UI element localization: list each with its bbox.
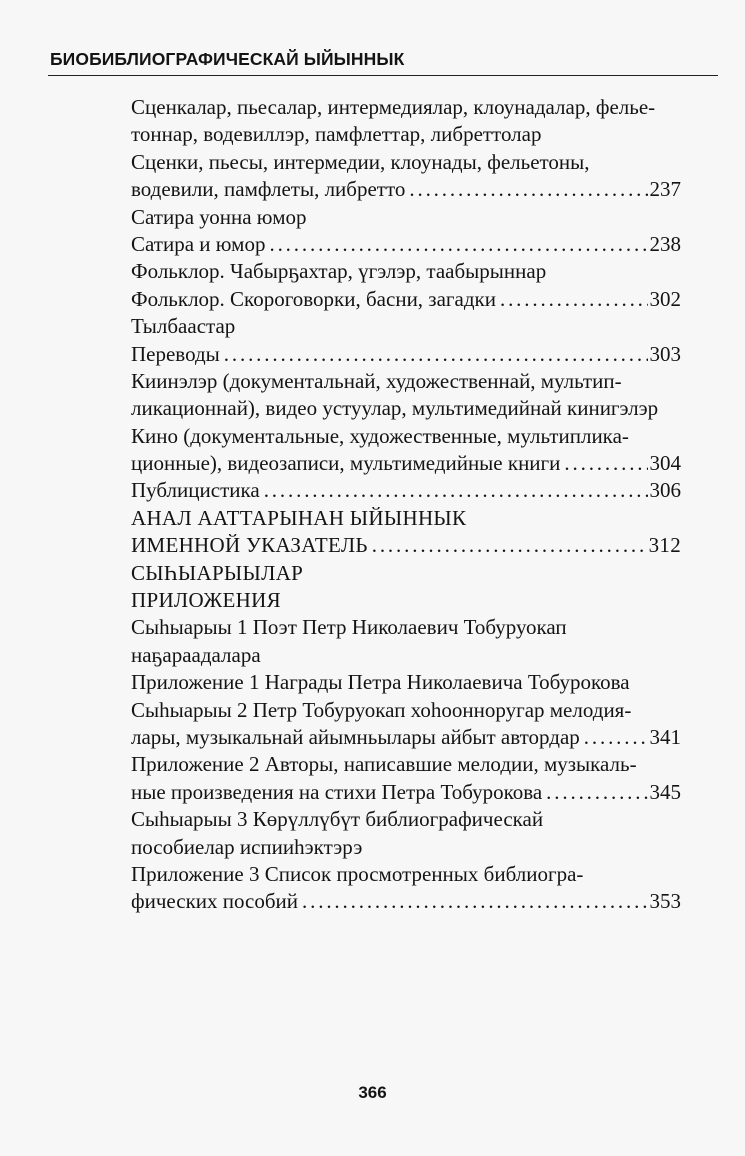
dot-leader bbox=[262, 477, 648, 504]
toc-entry-text: Кино (документальные, художественные, мультиплика- bbox=[131, 423, 629, 448]
toc-entry-text: ИМЕННОЙ УКАЗАТЕЛЬ bbox=[131, 533, 368, 558]
toc-entry-text: лары, музыкальнай айымньылары айбыт автордар bbox=[131, 724, 580, 749]
page-number: 366 bbox=[358, 1083, 387, 1102]
toc-page-number: 304 bbox=[649, 451, 681, 476]
toc-entry-text: Фольклор. Чабырҕахтар, үгэлэр, таабырыннар bbox=[131, 259, 547, 284]
toc-entry-text: ные произведения на стихи Петра Тобурокова bbox=[131, 779, 543, 804]
dot-leader bbox=[267, 231, 647, 258]
toc-page-number: 312 bbox=[648, 533, 681, 558]
toc-entry-text: Сыһыарыы 1 Поэт Петр Николаевич Тобуруокап bbox=[131, 615, 567, 640]
toc-entry-text: Тылбаастар bbox=[131, 314, 236, 339]
toc-entry-text: АНАЛ ААТТАРЫНАН ЫЙЫННЫК bbox=[131, 505, 467, 530]
toc-line bbox=[131, 477, 681, 504]
toc-entry-text: Сценкалар, пьесалар, интермедиялар, клоунадалар, фелье- bbox=[131, 95, 656, 119]
toc-page-number: 303 bbox=[649, 341, 681, 366]
toc-entry-text: фических пособий bbox=[131, 889, 299, 914]
toc-entry-text: тоннар, водевиллэр, памфлеттар, либреттолар bbox=[131, 122, 542, 147]
dot-leader bbox=[544, 779, 647, 806]
toc-line bbox=[131, 286, 681, 313]
running-header-title: БИОБИБЛИОГРАФИЧЕСКАЙ ЫЙЫННЫК bbox=[50, 49, 405, 69]
dot-leader bbox=[498, 286, 648, 313]
toc-entry-text: Переводы bbox=[131, 341, 220, 366]
toc-page-number: 302 bbox=[649, 286, 681, 311]
dot-leader bbox=[407, 176, 647, 203]
toc-entry-text: СЫҺЫАРЫЫЛАР bbox=[131, 560, 304, 585]
toc-entry-text: Киинэлэр (документальнай, художественнай, мультип- bbox=[131, 368, 622, 393]
dot-leader bbox=[300, 888, 647, 915]
toc-entry-text: Сатира и юмор bbox=[131, 231, 266, 256]
toc-line bbox=[131, 888, 681, 915]
dot-leader bbox=[370, 532, 647, 559]
toc-entry-text: Сценки, пьесы, интермедии, клоунады, фельетоны, bbox=[131, 149, 590, 174]
toc-line bbox=[131, 176, 681, 203]
toc-entry-text: Сатира уонна юмор bbox=[131, 204, 307, 229]
toc-page-number: 345 bbox=[649, 779, 681, 804]
toc-page-number: 238 bbox=[649, 231, 681, 256]
toc-line bbox=[131, 532, 681, 559]
toc-page-number: 306 bbox=[649, 478, 681, 503]
dot-leader bbox=[562, 450, 647, 477]
table-of-contents bbox=[131, 94, 681, 916]
dot-leader bbox=[222, 341, 648, 368]
header-rule bbox=[48, 75, 718, 76]
toc-entry-text: Публицистика bbox=[131, 478, 260, 503]
toc-page-number: 237 bbox=[649, 177, 681, 202]
toc-entry-text: пособиелар испииһэктэрэ bbox=[131, 834, 363, 859]
toc-page-number: 341 bbox=[649, 724, 681, 749]
toc-line bbox=[131, 724, 681, 751]
toc-entry-text: Приложение 3 Список просмотренных библиогра- bbox=[131, 861, 584, 886]
toc-entry-text: ПРИЛОЖЕНИЯ bbox=[131, 588, 281, 613]
toc-entry-text: Приложение 1 Награды Петра Николаевича Тобурокова bbox=[131, 670, 630, 695]
toc-entry-text: Приложение 2 Авторы, написавшие мелодии, музыкаль- bbox=[131, 752, 637, 777]
toc-line bbox=[131, 231, 681, 258]
toc-line bbox=[131, 341, 681, 368]
toc-page-number: 353 bbox=[649, 889, 681, 914]
toc-line bbox=[131, 450, 681, 477]
dot-leader bbox=[582, 724, 648, 751]
toc-entry-text: ционные), видеозаписи, мультимедийные книги bbox=[131, 451, 561, 476]
toc-entry-text: водевили, памфлеты, либретто bbox=[131, 177, 406, 202]
toc-line bbox=[131, 779, 681, 806]
toc-entry-text: Сыһыарыы 2 Петр Тобуруокап хоһоонноругар мелодия- bbox=[131, 697, 632, 722]
toc-entry-text: Сыһыарыы 3 Көрүллүбүт библиографическай bbox=[131, 807, 544, 832]
toc-entry-text: Фольклор. Скороговорки, басни, загадки bbox=[131, 286, 496, 311]
toc-entry-text: наҕараадалара bbox=[131, 642, 261, 667]
toc-entry-text: ликационнай), видео устуулар, мультимедийнай кинигэлэр bbox=[131, 396, 659, 421]
